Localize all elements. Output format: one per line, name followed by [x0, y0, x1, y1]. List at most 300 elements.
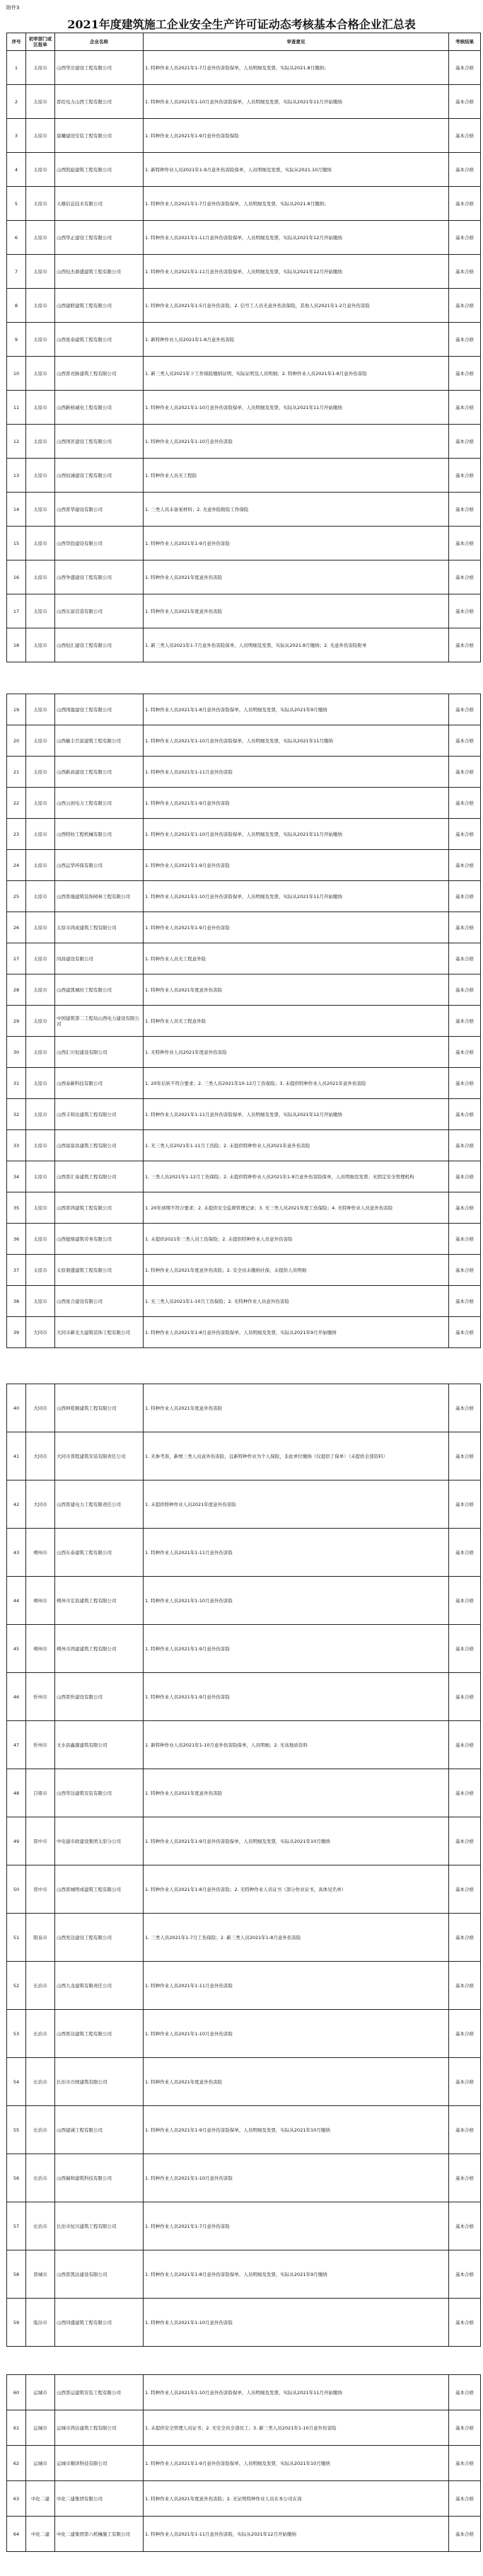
cell-op: 1. 特种作业人员2021年度意外伤害险 — [144, 560, 449, 594]
cell-name: 山西恒汇建设工程有限公司 — [55, 628, 144, 662]
cell-op: 1. 特种作业人员2021年1-9月意外伤害险保险 — [144, 119, 449, 153]
cell-city: 中化二建 — [26, 2481, 55, 2517]
cell-no: 35 — [7, 1192, 26, 1224]
cell-name: 朔州市鸿建建筑工程有限公司 — [55, 1625, 144, 1673]
cell-name: 山西瑞和建筑科技有限公司 — [55, 2154, 144, 2202]
table-row — [7, 255, 481, 289]
cell-no: 36 — [7, 1224, 26, 1255]
table-row — [7, 2375, 481, 2410]
cell-no: 8 — [7, 289, 26, 323]
cell-no: 21 — [7, 757, 26, 788]
cell-no: 31 — [7, 1068, 26, 1099]
cell-op: 1. 特种作业人员2021年1-9月意外伤害险保单，人员明细及发票，实际从2021年10月缴纳 — [144, 1817, 449, 1865]
cell-name: 山西新杨诚电工程有限公司 — [55, 391, 144, 425]
cell-no: 43 — [7, 1529, 26, 1577]
cell-name: 山西星合建设有限公司 — [55, 1286, 144, 1317]
cell-res: 基本合格 — [449, 1224, 481, 1255]
cell-name: 山西国茗建设工程有限公司 — [55, 425, 144, 459]
cell-op: 1. 特种作业人员2021年1-11月意外伤害险 — [144, 1529, 449, 1577]
cell-city: 太原市 — [26, 493, 55, 527]
cell-name: 山西恒杰鼎盛建筑工程有限公司 — [55, 255, 144, 289]
cell-no: 32 — [7, 1099, 26, 1130]
cell-name: 山西东泰建筑工程有限公司 — [55, 1529, 144, 1577]
cell-name: 山西晋城明成建筑工程有限公司 — [55, 1865, 144, 1914]
cell-no: 57 — [7, 2202, 26, 2250]
table-row — [7, 459, 481, 493]
table-row — [7, 187, 481, 221]
table-row — [7, 2410, 481, 2446]
cell-city: 太原市 — [26, 757, 55, 788]
cell-no: 37 — [7, 1255, 26, 1286]
header-no: 序号 — [7, 33, 26, 51]
cell-no: 54 — [7, 2058, 26, 2106]
cell-res: 基本合格 — [449, 1384, 481, 1432]
cell-res: 基本合格 — [449, 850, 481, 881]
table-row — [7, 425, 481, 459]
table-row — [7, 1529, 481, 1577]
cell-op: 1. 特种作业人员2021年1-11月意外伤害险保单，人员明细及发票，实际从2021年12月开始缴纳 — [144, 255, 449, 289]
cell-op: 1. 特种作业人员2021年1-10月意外伤害险 — [144, 1577, 449, 1625]
table-row — [7, 1769, 481, 1817]
cell-res: 基本合格 — [449, 2250, 481, 2299]
table-row — [7, 1037, 481, 1068]
table-row — [7, 850, 481, 881]
cell-city: 太原市 — [26, 187, 55, 221]
table-row — [7, 1006, 481, 1037]
cell-res: 基本合格 — [449, 1255, 481, 1286]
cell-op: 1. 未提供安全管理人员证书；2. 无安全员全部员工；3. 新三类人员2021年1-10月意外伤害险 — [144, 2410, 449, 2446]
cell-res: 基本合格 — [449, 1577, 481, 1625]
cell-no: 22 — [7, 788, 26, 819]
cell-name: 中电建市政建设集团太原分公司 — [55, 1817, 144, 1865]
cell-no: 18 — [7, 628, 26, 662]
table-page-2 — [6, 694, 477, 1348]
document-title: 2021年度建筑施工企业安全生产许可证动态考核基本合格企业汇总表 — [67, 18, 416, 31]
cell-no: 16 — [7, 560, 26, 594]
table-row — [7, 1130, 481, 1161]
cell-res: 基本合格 — [449, 1006, 481, 1037]
cell-no: 2 — [7, 85, 26, 119]
cell-no: 45 — [7, 1625, 26, 1673]
cell-no: 39 — [7, 1317, 26, 1348]
cell-city: 太原市 — [26, 560, 55, 594]
table-row — [7, 594, 481, 628]
table-row — [7, 1673, 481, 1721]
cell-name: 运城市鸿达建筑工程有限公司 — [55, 2410, 144, 2446]
cell-city: 太原市 — [26, 1068, 55, 1099]
cell-op: 1. 特种作业人员2021年度意外伤害险 — [144, 1384, 449, 1432]
cell-city: 太原市 — [26, 255, 55, 289]
cell-name: 山西晋鸿建筑工程有限公司 — [55, 1192, 144, 1224]
cell-res: 基本合格 — [449, 391, 481, 425]
cell-name: 山西晋华建设有限公司 — [55, 493, 144, 527]
table-page-4 — [6, 2374, 477, 2552]
cell-op: 1. 特种作业人员2021年1-10月意外伤害险保单，人员明细及发票，实际从2021年11月缴纳 — [144, 725, 449, 757]
cell-name: 太原鼎盛建筑工程有限公司 — [55, 1255, 144, 1286]
cell-no: 3 — [7, 119, 26, 153]
cell-no: 52 — [7, 1962, 26, 2010]
cell-no: 14 — [7, 493, 26, 527]
table-row — [7, 153, 481, 187]
cell-name: 中化二建集团第六机械施工有限公司 — [55, 2517, 144, 2552]
table-row — [7, 1384, 481, 1432]
cell-city: 太原市 — [26, 357, 55, 391]
table-row — [7, 2010, 481, 2058]
table-row — [7, 51, 481, 85]
table-row — [7, 1817, 481, 1865]
cell-op: 1. 特种作业人员2021年1-9月意外伤害险 — [144, 850, 449, 881]
cell-res: 基本合格 — [449, 51, 481, 85]
cell-name: 山西星泰建筑工程有限公司 — [55, 323, 144, 357]
cell-op: 1. 特种作业人员2021年1-9月意外伤害险保单，人员明细及发票，实际从2021年10月缴纳 — [144, 2106, 449, 2154]
cell-res: 基本合格 — [449, 1286, 481, 1317]
cell-op: 1. 特种作业人员2021年1-11月意外伤害险 — [144, 1962, 449, 2010]
cell-res: 基本合格 — [449, 788, 481, 819]
cell-res: 基本合格 — [449, 153, 481, 187]
cell-name: 晨曦建设安装工程有限公司 — [55, 119, 144, 153]
cell-no: 24 — [7, 850, 26, 881]
cell-res: 基本合格 — [449, 881, 481, 912]
cell-city: 大同市 — [26, 1384, 55, 1432]
cell-res: 基本合格 — [449, 594, 481, 628]
cell-city: 太原市 — [26, 628, 55, 662]
cell-res: 基本合格 — [449, 255, 481, 289]
cell-op: 1. 20年后转不符合要求；2. 三类人员2021年10-12月工伤保险；3. 未提供特种作业人员2021年意外伤害险 — [144, 1068, 449, 1099]
table-row — [7, 289, 481, 323]
cell-op: 1. 特种作业人员无工程意外险 — [144, 1006, 449, 1037]
cell-name: 山西东富营造有限公司 — [55, 594, 144, 628]
cell-city: 太原市 — [26, 1099, 55, 1130]
cell-res: 基本合格 — [449, 1192, 481, 1224]
cell-op: 1. 特种作业人员2021年1-10月意外伤害险 — [144, 425, 449, 459]
cell-op: 1. 新特种作业人员2021年1-8月意外伤害险 — [144, 323, 449, 357]
table-row — [7, 2517, 481, 2552]
cell-name: 山西国盈建设工程有限公司 — [55, 694, 144, 725]
table-row — [7, 2202, 481, 2250]
cell-city: 太原市 — [26, 1224, 55, 1255]
cell-no: 12 — [7, 425, 26, 459]
cell-op: 1. 特种作业人员2021年1-11月意外伤害险保单，人员明细及发票，实际从2021年12月开始缴纳 — [144, 221, 449, 255]
table-row — [7, 819, 481, 850]
cell-name: 太原市鸿成建筑工程有限公司 — [55, 912, 144, 943]
table-row — [7, 85, 481, 119]
table-row — [7, 2481, 481, 2517]
cell-op: 1. 新三类人员2021年1-7月意外伤害险保单，人员明细及发票，实际从2021.8月缴纳；2. 无意外伤害险附单 — [144, 628, 449, 662]
cell-res: 基本合格 — [449, 85, 481, 119]
cell-op: 1. 特种作业人员2021年1-8月意外伤害险保单，人员明细及发票，实际从2021年9月缴纳 — [144, 2250, 449, 2299]
cell-op: 1. 特种作业人员2021年1-10月意外伤害险保单，人员明细及发票，实际从2021年11月开始缴纳 — [144, 881, 449, 912]
cell-name: 大同市新光大建筑装饰工程有限公司 — [55, 1317, 144, 1348]
cell-city: 晋城市 — [26, 2250, 55, 2299]
table-row — [7, 1480, 481, 1529]
table-row — [7, 974, 481, 1006]
table-row — [7, 725, 481, 757]
table-row — [7, 1625, 481, 1673]
table-row — [7, 1865, 481, 1914]
table-row — [7, 357, 481, 391]
cell-no: 49 — [7, 1817, 26, 1865]
cell-city: 长治市 — [26, 1962, 55, 2010]
cell-name: 山西富富昌建筑工程有限公司 — [55, 1130, 144, 1161]
cell-op: 1. 特种作业人员2021年度意外伤害险；2. 无证明特种作业人员在本公司在岗 — [144, 2481, 449, 2517]
cell-res: 基本合格 — [449, 974, 481, 1006]
cell-res: 基本合格 — [449, 357, 481, 391]
cell-name: 山西建联建筑工程有限公司 — [55, 289, 144, 323]
cell-city: 太原市 — [26, 1130, 55, 1161]
cell-no: 60 — [7, 2375, 26, 2410]
cell-city: 大同市 — [26, 1480, 55, 1529]
cell-op: 1. 三类人员2021年1-12月工伤保险；2. 未提供特种作业人员2021年1-9月意外伤害险保单，人员明细及发票；无固定安全管理机构 — [144, 1161, 449, 1192]
cell-city: 长治市 — [26, 2010, 55, 2058]
table-row — [7, 912, 481, 943]
table-row — [7, 1286, 481, 1317]
cell-name: 山西晋汇泰建筑工程有限公司 — [55, 1161, 144, 1192]
table-row — [7, 2106, 481, 2154]
cell-op: 1. 特种作业人员无工程意外险 — [144, 943, 449, 974]
header-res: 考核结果 — [449, 33, 481, 51]
cell-no: 62 — [7, 2446, 26, 2481]
cell-name: 山西争盛建设工程有限公司 — [55, 560, 144, 594]
cell-no: 10 — [7, 357, 26, 391]
cell-name: 文水县鑫源建筑有限公司 — [55, 1721, 144, 1769]
cell-name: 山西晋建电力工程有限责任公司 — [55, 1480, 144, 1529]
table-row — [7, 694, 481, 725]
cell-op: 1. 特种作业人员2021年1-9月意外伤害险 — [144, 788, 449, 819]
cell-city: 太原市 — [26, 119, 55, 153]
cell-name: 山西德鼎建筑劳务有限公司 — [55, 1224, 144, 1255]
cell-op: 1. 特种作业人员2021年度意外伤害险；2. 安全员未缴纳社保，未提供人员明细 — [144, 1255, 449, 1286]
cell-name: 大同市晋程建筑安装有限责任公司 — [55, 1432, 144, 1480]
cell-res: 基本合格 — [449, 1721, 481, 1769]
cell-name: 山西泰新科技有限公司 — [55, 1068, 144, 1099]
cell-no: 59 — [7, 2299, 26, 2347]
cell-res: 基本合格 — [449, 2058, 481, 2106]
cell-res: 基本合格 — [449, 560, 481, 594]
cell-city: 朔州市 — [26, 1577, 55, 1625]
cell-op: 1. 特种作业人员2021年1-5月意外伤害险，2. 信号工人员无意外伤害保险，其他人员2021年1-2月意外伤害险 — [144, 289, 449, 323]
cell-no: 42 — [7, 1480, 26, 1529]
cell-city: 太原市 — [26, 594, 55, 628]
cell-city: 长治市 — [26, 2154, 55, 2202]
cell-city: 太原市 — [26, 289, 55, 323]
attachment-label: 附件3 — [6, 5, 20, 11]
cell-no: 64 — [7, 2517, 26, 2552]
cell-res: 基本合格 — [449, 1317, 481, 1348]
cell-name: 长治市恒兴建筑工程有限公司 — [55, 2202, 144, 2250]
cell-no: 41 — [7, 1432, 26, 1480]
cell-name: 山西晋达建筑工程有限公司 — [55, 2010, 144, 2058]
cell-name: 同昌建设有限公司 — [55, 943, 144, 974]
table-row — [7, 943, 481, 974]
cell-no: 5 — [7, 187, 26, 221]
cell-op: 1. 新三类人员2021年下工作保险缴纳证明，实际证明及人员明细；2. 特种作业人员2021年1-8月意外伤害险 — [144, 357, 449, 391]
cell-city: 太原市 — [26, 912, 55, 943]
cell-op: 1. 无三类人员2021年1-11月工伤险；2. 未提供特种作业人员2021年意外伤害险 — [144, 1130, 449, 1161]
cell-op: 1. 无参考准，新增三类人员意外伤害险，且新特种作业为个人保险，非此单位缴纳（仅提供了保单）（未提供全部资料） — [144, 1432, 449, 1480]
summary-table — [6, 1384, 481, 2347]
table-row — [7, 119, 481, 153]
cell-no: 27 — [7, 943, 26, 974]
cell-op: 1. 特种作业人员2021年度意外伤害险 — [144, 2058, 449, 2106]
cell-res: 基本合格 — [449, 323, 481, 357]
cell-city: 晋中市 — [26, 1865, 55, 1914]
cell-res: 基本合格 — [449, 2010, 481, 2058]
cell-name: 运城市顺泽科技有限公司 — [55, 2446, 144, 2481]
cell-no: 48 — [7, 1769, 26, 1817]
cell-op: 1. 特种作业人员2021年1-10月意外伤害险 — [144, 2154, 449, 2202]
cell-op: 1. 特种作业人员2021年1-11月意外伤害险，实际从2021年12月开始缴纳 — [144, 2517, 449, 2552]
cell-name: 山西新昌建设工程有限公司 — [55, 757, 144, 788]
cell-city: 太原市 — [26, 694, 55, 725]
cell-name: 中国建筑第二工程局山西电力建设有限公司 — [55, 1006, 144, 1037]
table-header-row — [7, 33, 481, 51]
cell-res: 基本合格 — [449, 1673, 481, 1721]
cell-name: 长治市方园建筑有限公司 — [55, 2058, 144, 2106]
cell-no: 4 — [7, 153, 26, 187]
cell-op: 1. 特种作业人员2021年1-9月意外伤害险 — [144, 1625, 449, 1673]
cell-name: 山西晋忻建设有限公司 — [55, 1673, 144, 1721]
cell-op: 1. 新特种作业人员2021年1-9月意外伤害险保单，人员明细及发票，实际从2021.10月缴纳 — [144, 153, 449, 187]
cell-op: 1. 特种作业人员2021年1-10月意外伤害险 — [144, 2299, 449, 2347]
table-row — [7, 628, 481, 662]
cell-name: 山西榆丰百富建筑工程有限公司 — [55, 725, 144, 757]
cell-op: 1. 特种作业人员2021年1-9月意外伤害险保单，人员明细及发票，实际从2021年10月缴纳 — [144, 2446, 449, 2481]
header-op: 审查意见 — [144, 33, 449, 51]
cell-city: 太原市 — [26, 51, 55, 85]
cell-city: 太原市 — [26, 1161, 55, 1192]
cell-res: 基本合格 — [449, 2481, 481, 2517]
cell-city: 太原市 — [26, 425, 55, 459]
cell-op: 1. 特种作业人员2021年1-8月意外伤害险保单，人员明细及发票，实际从2021年9月缴纳 — [144, 694, 449, 725]
cell-name: 晋控电力山西工程有限公司 — [55, 85, 144, 119]
table-row — [7, 1432, 481, 1480]
cell-op: 1. 新特种作业人员2021年1-10月意外伤害险保单，人员明细；2. 无该地质资料 — [144, 1721, 449, 1769]
table-row — [7, 788, 481, 819]
cell-city: 太原市 — [26, 221, 55, 255]
cell-res: 基本合格 — [449, 1962, 481, 2010]
summary-table — [6, 694, 481, 1348]
cell-res: 基本合格 — [449, 757, 481, 788]
cell-res: 基本合格 — [449, 912, 481, 943]
cell-res: 基本合格 — [449, 1817, 481, 1865]
cell-city: 太原市 — [26, 459, 55, 493]
cell-op: 1. 三类人员2021年1-7月工伤保险；2. 新三类人员2021年1-8月意外伤害险 — [144, 1914, 449, 1962]
cell-no: 9 — [7, 323, 26, 357]
cell-res: 基本合格 — [449, 2154, 481, 2202]
cell-city: 太原市 — [26, 819, 55, 850]
cell-name: 朔州市宏昌建筑工程有限公司 — [55, 1577, 144, 1625]
cell-no: 23 — [7, 819, 26, 850]
table-row — [7, 1962, 481, 2010]
cell-name: 山西凯旋建筑工程有限公司 — [55, 153, 144, 187]
cell-no: 44 — [7, 1577, 26, 1625]
cell-city: 太原市 — [26, 881, 55, 912]
table-row — [7, 1224, 481, 1255]
cell-res: 基本合格 — [449, 694, 481, 725]
cell-no: 55 — [7, 2106, 26, 2154]
cell-name: 山西华岳建设工程有限公司 — [55, 51, 144, 85]
cell-res: 基本合格 — [449, 2106, 481, 2154]
cell-name: 山西华投建设有限公司 — [55, 527, 144, 560]
cell-name: 山西汇川恒建设有限公司 — [55, 1037, 144, 1068]
cell-name: 山西建诚工程有限公司 — [55, 2106, 144, 2154]
cell-no: 20 — [7, 725, 26, 757]
cell-op: 1. 未提供2021年三类人员工伤保险；2. 未提供特种作业人员意外伤害险 — [144, 1224, 449, 1255]
cell-res: 基本合格 — [449, 1480, 481, 1529]
cell-no: 56 — [7, 2154, 26, 2202]
cell-res: 基本合格 — [449, 221, 481, 255]
cell-no: 51 — [7, 1914, 26, 1962]
cell-res: 基本合格 — [449, 289, 481, 323]
cell-op: 1. 特种作业人员2021年1-9月意外伤害险 — [144, 527, 449, 560]
cell-name: 山西云创电力工程有限公司 — [55, 788, 144, 819]
cell-city: 忻州市 — [26, 1673, 55, 1721]
cell-no: 13 — [7, 459, 26, 493]
cell-name: 山西运华环保有限公司 — [55, 850, 144, 881]
cell-no: 26 — [7, 912, 26, 943]
header-city: 初审部门或区报单 — [26, 33, 55, 51]
table-row — [7, 1255, 481, 1286]
cell-city: 太原市 — [26, 1037, 55, 1068]
cell-city: 长治市 — [26, 2058, 55, 2106]
cell-city: 中化二建 — [26, 2517, 55, 2552]
cell-op: 1. 特种作业人员2021年1-11月意外伤害险 — [144, 757, 449, 788]
cell-no: 47 — [7, 1721, 26, 1769]
cell-no: 11 — [7, 391, 26, 425]
cell-op: 1. 20年到期不符合要求；2. 未提供安全监督管理记录；3. 无三类人员2021年度工伤保险；4. 无特种作业人员意外伤害险 — [144, 1192, 449, 1224]
cell-op: 1. 特种作业人员2021年1-8月意外伤害险保单，人员明细及发票，实际从2021年9月开始缴纳 — [144, 1317, 449, 1348]
table-row — [7, 527, 481, 560]
cell-name: 山西丰和达建筑工程有限公司 — [55, 1099, 144, 1130]
cell-res: 基本合格 — [449, 425, 481, 459]
cell-op: 1. 特种作业人员2021年1-7月意外伤害险保单，人员明细及发票，实际从2021.8月缴纳； — [144, 51, 449, 85]
cell-res: 基本合格 — [449, 527, 481, 560]
cell-res: 基本合格 — [449, 1914, 481, 1962]
table-row — [7, 1099, 481, 1130]
cell-res: 基本合格 — [449, 2410, 481, 2446]
cell-res: 基本合格 — [449, 819, 481, 850]
cell-name: 山西发达建设工程有限公司 — [55, 1914, 144, 1962]
cell-city: 临汾市 — [26, 2299, 55, 2347]
cell-no: 58 — [7, 2250, 26, 2299]
cell-city: 太原市 — [26, 788, 55, 819]
cell-name: 山西晋凯达建设有限公司 — [55, 2250, 144, 2299]
cell-city: 阳泉市 — [26, 1914, 55, 1962]
cell-no: 46 — [7, 1673, 26, 1721]
cell-op: 1. 特种作业人员2021年度意外伤害险 — [144, 594, 449, 628]
cell-city: 太原市 — [26, 725, 55, 757]
cell-res: 基本合格 — [449, 943, 481, 974]
table-row — [7, 2250, 481, 2299]
summary-table — [6, 33, 481, 662]
cell-city: 长治市 — [26, 2106, 55, 2154]
cell-city: 太原市 — [26, 527, 55, 560]
table-row — [7, 2446, 481, 2481]
cell-op: 1. 特种作业人员2021年1-7月意外伤害险 — [144, 2202, 449, 2250]
table-row — [7, 1914, 481, 1962]
cell-res: 基本合格 — [449, 1068, 481, 1099]
cell-res: 基本合格 — [449, 1769, 481, 1817]
cell-op: 1. 未提供特种作业人员2021年度意外伤害险 — [144, 1480, 449, 1529]
cell-city: 太原市 — [26, 850, 55, 881]
cell-name: 山西华正建设工程有限公司 — [55, 221, 144, 255]
cell-op: 1. 特种作业人员无工程险 — [144, 459, 449, 493]
cell-res: 基本合格 — [449, 628, 481, 662]
cell-city: 大同市 — [26, 1317, 55, 1348]
table-row — [7, 323, 481, 357]
cell-name: 山西同盛建筑工程有限公司 — [55, 2299, 144, 2347]
table-row — [7, 1577, 481, 1625]
